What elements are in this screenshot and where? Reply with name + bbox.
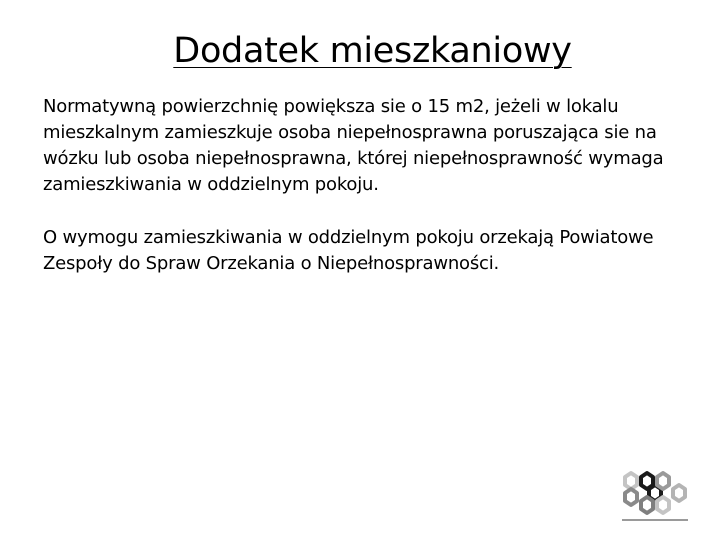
logo-hex-right-top <box>657 473 669 489</box>
logo-hex-far-right <box>673 485 685 501</box>
logo-caption-strip <box>622 519 688 521</box>
logo-hex-left-bottom <box>625 489 637 505</box>
logo-hex-center-bottom <box>641 497 653 513</box>
body-paragraph: Normatywną powierzchnię powiększa sie o 15 m2, jeżeli w lokalu mieszkalnym zamieszkuje osoba niepełnosprawna poruszająca sie na wózku lub osoba niepełnosprawna, której niepełnosprawność wymaga zamieszkiwania w oddzielnym pokoju. <box>43 96 664 195</box>
logo-hex-left-top <box>625 473 637 489</box>
body-paragraph: O wymogu zamieszkiwania w oddzielnym pokoju orzekają Powiatowe Zespoły do Spraw Orzekania o Niepełnosprawności. <box>43 227 654 274</box>
slide-body <box>43 94 708 277</box>
slide-title: Dodatek mieszkaniowy <box>173 31 572 71</box>
hexagon-cluster-logo-icon <box>619 470 691 526</box>
logo-hex-right-bottom <box>657 497 669 513</box>
